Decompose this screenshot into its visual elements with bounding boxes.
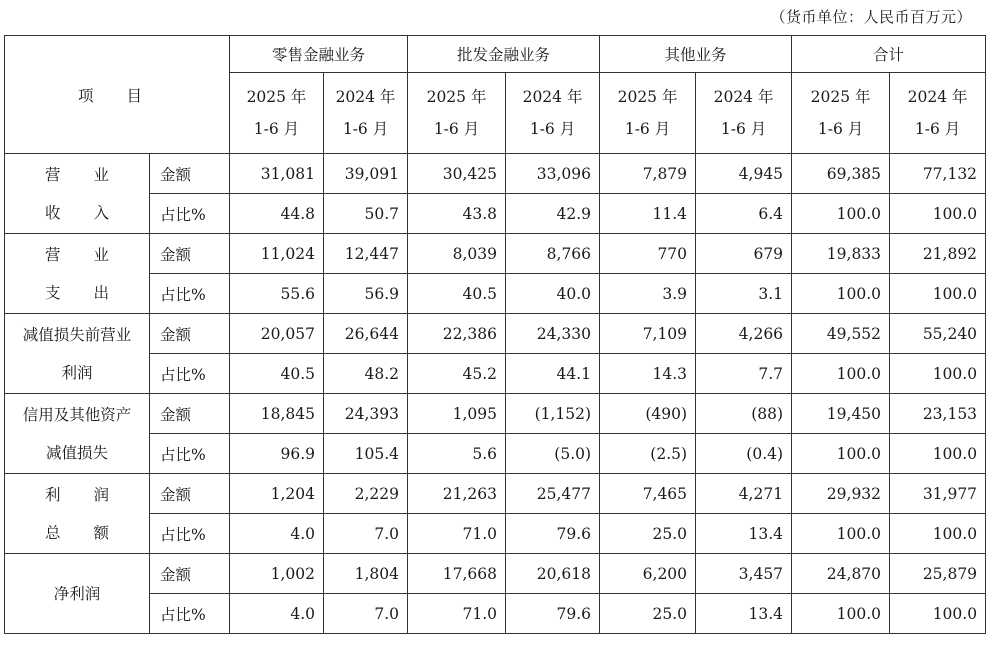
cell-value: 44.8: [230, 194, 324, 234]
cell-value: 56.9: [324, 274, 408, 314]
cell-value: 1,204: [230, 474, 324, 514]
header-row-groups: [5, 36, 986, 73]
table-row-amount: [5, 394, 986, 434]
cell-value: 7,879: [600, 154, 696, 194]
cell-value: (490): [600, 394, 696, 434]
cell-value: 770: [600, 234, 696, 274]
group-header-other: 其他业务: [600, 36, 792, 73]
cell-value: 50.7: [324, 194, 408, 234]
cell-value: 69,385: [792, 154, 890, 194]
cell-value: 11.4: [600, 194, 696, 234]
cell-value: 31,081: [230, 154, 324, 194]
cell-value: 4,945: [696, 154, 792, 194]
cell-value: 55.6: [230, 274, 324, 314]
table-row-ratio: [5, 354, 986, 394]
cell-value: 25.0: [600, 514, 696, 554]
cell-value: 49,552: [792, 314, 890, 354]
table-row-ratio: [5, 194, 986, 234]
cell-value: 100.0: [792, 514, 890, 554]
group-header-retail: 零售金融业务: [230, 36, 408, 73]
cell-value: 42.9: [506, 194, 600, 234]
cell-value: 25,477: [506, 474, 600, 514]
cell-value: 100.0: [890, 434, 986, 474]
cell-value: 5.6: [408, 434, 506, 474]
cell-value: 79.6: [506, 594, 600, 634]
period-header: 2025 年 1-6 月: [792, 73, 890, 154]
ratio-label: 占比%: [150, 274, 230, 314]
segment-financial-table: [4, 35, 986, 634]
cell-value: (1,152): [506, 394, 600, 434]
cell-value: 48.2: [324, 354, 408, 394]
cell-value: 100.0: [890, 274, 986, 314]
cell-value: 3.1: [696, 274, 792, 314]
amount-label: 金额: [150, 474, 230, 514]
cell-value: 29,932: [792, 474, 890, 514]
cell-value: 679: [696, 234, 792, 274]
cell-value: 3,457: [696, 554, 792, 594]
table-row-ratio: [5, 274, 986, 314]
currency-unit-note: （货币单位：人民币百万元）: [770, 8, 972, 26]
period-header: 2025 年 1-6 月: [230, 73, 324, 154]
cell-value: 14.3: [600, 354, 696, 394]
cell-value: 24,330: [506, 314, 600, 354]
cell-value: 105.4: [324, 434, 408, 474]
cell-value: 21,263: [408, 474, 506, 514]
cell-value: 19,450: [792, 394, 890, 434]
cell-value: 3.9: [600, 274, 696, 314]
cell-value: 17,668: [408, 554, 506, 594]
amount-label: 金额: [150, 154, 230, 194]
ratio-label: 占比%: [150, 354, 230, 394]
cell-value: 31,977: [890, 474, 986, 514]
cell-value: 6.4: [696, 194, 792, 234]
cell-value: 4,266: [696, 314, 792, 354]
cell-value: 43.8: [408, 194, 506, 234]
table-row-amount: [5, 474, 986, 514]
cell-value: 40.5: [230, 354, 324, 394]
cell-value: 24,393: [324, 394, 408, 434]
table-row-ratio: [5, 514, 986, 554]
ratio-label: 占比%: [150, 514, 230, 554]
cell-value: 2,229: [324, 474, 408, 514]
period-header: 2024 年 1-6 月: [324, 73, 408, 154]
period-header: 2024 年 1-6 月: [890, 73, 986, 154]
cell-value: 45.2: [408, 354, 506, 394]
cell-value: 71.0: [408, 514, 506, 554]
cell-value: 1,804: [324, 554, 408, 594]
row-category-total-profit: 利 润 总 额: [5, 474, 150, 554]
row-category-operating-expense: 营 业 支 出: [5, 234, 150, 314]
group-header-wholesale: 批发金融业务: [408, 36, 600, 73]
cell-value: 1,095: [408, 394, 506, 434]
table-row-ratio: [5, 594, 986, 634]
table-row-amount: [5, 554, 986, 594]
row-category-net-profit: 净利润: [5, 554, 150, 634]
cell-value: (88): [696, 394, 792, 434]
cell-value: 25.0: [600, 594, 696, 634]
cell-value: 24,870: [792, 554, 890, 594]
cell-value: 4,271: [696, 474, 792, 514]
group-header-total: 合计: [792, 36, 986, 73]
cell-value: 100.0: [792, 194, 890, 234]
row-category-pre-impairment-profit: 减值损失前营业 利润: [5, 314, 150, 394]
cell-value: 55,240: [890, 314, 986, 354]
amount-label: 金额: [150, 314, 230, 354]
period-header: 2025 年 1-6 月: [600, 73, 696, 154]
cell-value: 6,200: [600, 554, 696, 594]
table-row-amount: [5, 234, 986, 274]
cell-value: 71.0: [408, 594, 506, 634]
cell-value: 19,833: [792, 234, 890, 274]
cell-value: 7.0: [324, 594, 408, 634]
table-row-amount: [5, 154, 986, 194]
cell-value: 100.0: [890, 354, 986, 394]
amount-label: 金额: [150, 394, 230, 434]
cell-value: 20,618: [506, 554, 600, 594]
cell-value: 25,879: [890, 554, 986, 594]
cell-value: 7,109: [600, 314, 696, 354]
cell-value: 100.0: [890, 594, 986, 634]
row-category-operating-income: 营 业 收 入: [5, 154, 150, 234]
cell-value: 30,425: [408, 154, 506, 194]
amount-label: 金额: [150, 554, 230, 594]
cell-value: 77,132: [890, 154, 986, 194]
ratio-label: 占比%: [150, 194, 230, 234]
cell-value: 4.0: [230, 514, 324, 554]
cell-value: 12,447: [324, 234, 408, 274]
table-row-ratio: [5, 434, 986, 474]
row-category-impairment-losses: 信用及其他资产 减值损失: [5, 394, 150, 474]
cell-value: 8,766: [506, 234, 600, 274]
table-row-amount: [5, 314, 986, 354]
cell-value: 4.0: [230, 594, 324, 634]
amount-label: 金额: [150, 234, 230, 274]
cell-value: 8,039: [408, 234, 506, 274]
cell-value: 100.0: [890, 514, 986, 554]
cell-value: 44.1: [506, 354, 600, 394]
cell-value: 96.9: [230, 434, 324, 474]
cell-value: 100.0: [792, 274, 890, 314]
cell-value: 40.0: [506, 274, 600, 314]
period-header: 2024 年 1-6 月: [696, 73, 792, 154]
cell-value: 1,002: [230, 554, 324, 594]
cell-value: 13.4: [696, 594, 792, 634]
cell-value: 39,091: [324, 154, 408, 194]
cell-value: 23,153: [890, 394, 986, 434]
item-header: 项 目: [5, 36, 230, 154]
cell-value: 13.4: [696, 514, 792, 554]
cell-value: 18,845: [230, 394, 324, 434]
cell-value: 100.0: [792, 434, 890, 474]
cell-value: (2.5): [600, 434, 696, 474]
period-header: 2024 年 1-6 月: [506, 73, 600, 154]
cell-value: 40.5: [408, 274, 506, 314]
cell-value: 33,096: [506, 154, 600, 194]
period-header: 2025 年 1-6 月: [408, 73, 506, 154]
cell-value: 100.0: [792, 594, 890, 634]
cell-value: 26,644: [324, 314, 408, 354]
cell-value: 22,386: [408, 314, 506, 354]
cell-value: 100.0: [792, 354, 890, 394]
ratio-label: 占比%: [150, 594, 230, 634]
cell-value: 7,465: [600, 474, 696, 514]
cell-value: 20,057: [230, 314, 324, 354]
cell-value: (5.0): [506, 434, 600, 474]
cell-value: 11,024: [230, 234, 324, 274]
cell-value: 7.0: [324, 514, 408, 554]
cell-value: 21,892: [890, 234, 986, 274]
ratio-label: 占比%: [150, 434, 230, 474]
cell-value: (0.4): [696, 434, 792, 474]
cell-value: 7.7: [696, 354, 792, 394]
cell-value: 100.0: [890, 194, 986, 234]
cell-value: 79.6: [506, 514, 600, 554]
